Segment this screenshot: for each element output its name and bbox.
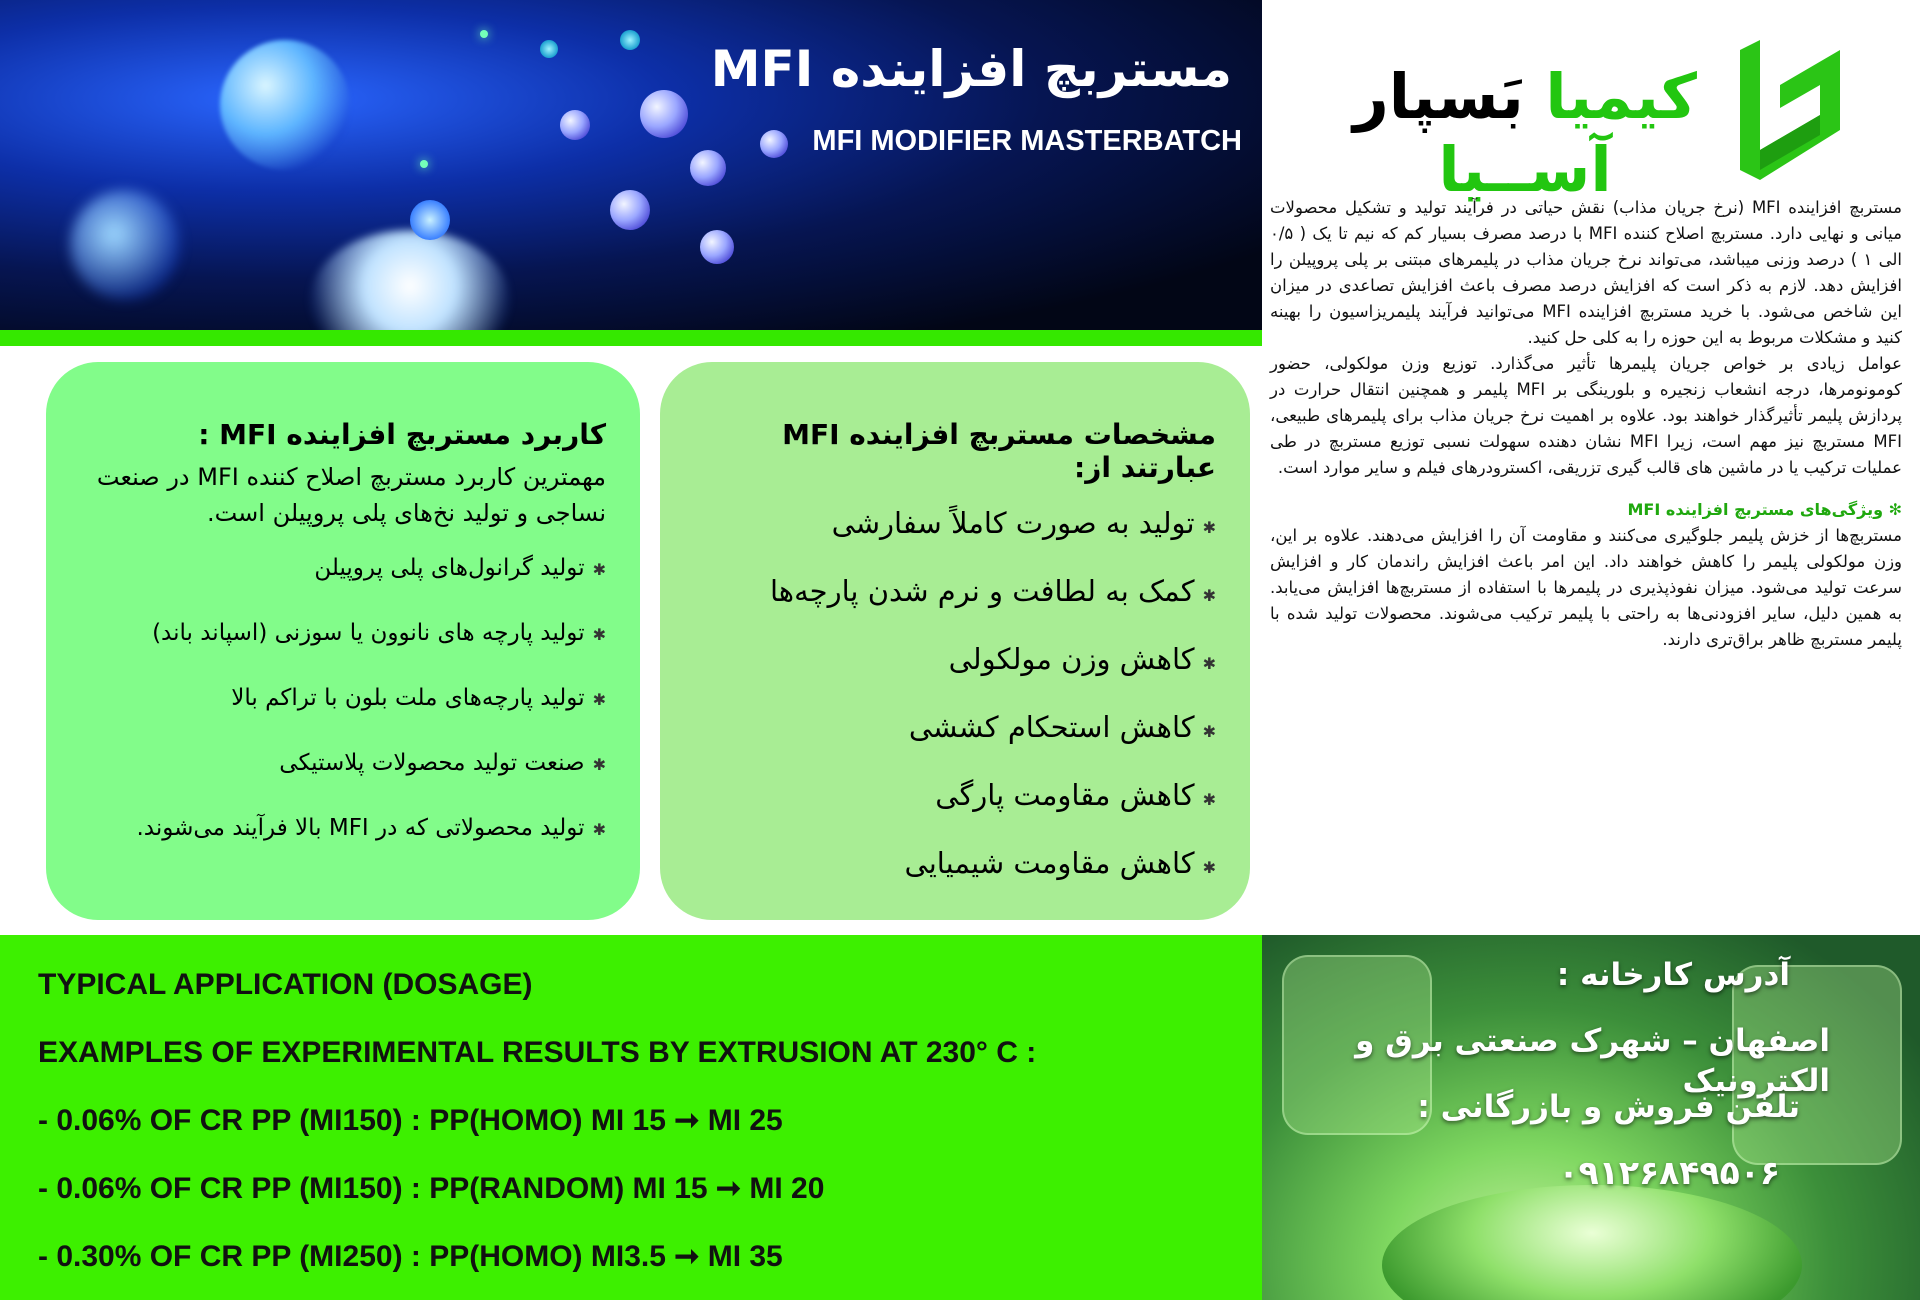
description-article: [1270, 195, 1902, 653]
applications-intro: مهمترین کاربرد مستربچ اصلاح کننده MFI در صنعت نساجی و تولید نخ‌های پلی پروپیلن است.: [96, 463, 606, 527]
list-item: ✱کمک به لطافت و نرم شدن پارچه‌ها: [769, 574, 1216, 608]
asterisk-icon: ✱: [592, 625, 606, 644]
contact-info: [1270, 955, 1830, 1203]
dosage-row: - 0.30% OF CR PP (MI250) : PP(HOMO) MI3.5 ➞ MI 35: [38, 1240, 783, 1273]
sparkle-dot: [420, 160, 428, 168]
list-item: ✱تولید پارچه های نانوون یا سوزنی (اسپاند باند): [152, 620, 606, 646]
address-label: آدرس کارخانه :: [1556, 957, 1790, 993]
address-value: اصفهان – شهرک صنعتی برق و الکترونیک: [1355, 1023, 1830, 1099]
features-subtitle: ✻ ویژگی‌های مستربچ افزاینده MFI: [1627, 500, 1902, 519]
list-item: ✱تولید محصولاتی که در MFI بالا فرآیند می‌شوند.: [136, 815, 606, 841]
applications-card: [46, 362, 640, 920]
asterisk-icon: ✱: [592, 820, 606, 839]
phone-number[interactable]: ۰۹۱۲۶۸۴۹۵۰۶: [1558, 1153, 1780, 1192]
asterisk-icon: ✱: [1202, 858, 1216, 877]
asterisk-icon: ✱: [1202, 586, 1216, 605]
list-item: ✱تولید گرانول‌های پلی پروپیلن: [314, 555, 606, 581]
header-banner: [0, 0, 1262, 330]
features-card: [660, 362, 1250, 920]
list-item: ✱کاهش مقاومت پارگی: [935, 778, 1216, 812]
list-item: ✱تولید به صورت کاملاً سفارشی: [831, 506, 1216, 540]
page-subtitle: MFI MODIFIER MASTERBATCH: [812, 125, 1242, 157]
molecule-sphere: [560, 110, 590, 140]
features-heading: مشخصات مستربچ افزاینده MFI عبارتند از:: [782, 418, 1216, 484]
company-logo: [1290, 30, 1900, 206]
asterisk-icon: ✱: [1202, 790, 1216, 809]
bokeh-light: [410, 200, 450, 240]
bokeh-light: [310, 230, 510, 330]
molecule-sphere: [540, 40, 558, 58]
list-item: ✱تولید پارچه‌های ملت بلون با تراکم بالا: [231, 685, 606, 711]
article-paragraph: مستربچ‌ها از خزش پلیمر جلوگیری می‌کنند و مقاومت آن را افزایش می‌دهند. علاوه بر این، وزن مولکولی پلیمر را کاهش خواهند داد. این امر باعث افزایش راندمان کار و افزایش سرعت تولید می‌شود. میزان نفوذپذیری در پلیمرها با استفاده از مستربچ‌ها افزایش می‌یابد. به همین دلیل، سایر افزودنی‌ها به راحتی با پلیمر ترکیب می‌شوند. محصولات تولید شده با پلیمر مستربچ ظاهر براق‌تری دارند.: [1270, 526, 1902, 649]
asterisk-icon: ✱: [592, 755, 606, 774]
phone-label: تلفن فروش و بازرگانی :: [1417, 1089, 1800, 1125]
list-item: ✱کاهش وزن مولکولی: [948, 642, 1216, 676]
article-paragraph: مستربچ افزاینده MFI (نرخ جریان مذاب) نقش حیاتی در فرآیند تولید و تشکیل محصولات میانی و نهایی دارد. مستربچ اصلاح کننده MFI با درصد مصرف بسیار کم که نیم تا یک ( ۰/۵ الی ۱ ) درصد وزنی میباشد، می‌تواند نرخ جریان مذاب در پلیمرهای مبتنی بر پلی پروپیلن را افزایش دهد. لازم به ذکر است که افزایش درصد مصرف باعث افزایش تصاعدی در میزان این شاخص می‌شود. با خرید مستربچ افزاینده MFI می‌توانید فرآیند پلیمریزاسیون را بهینه کنید و مشکلات مربوط به این حوزه را به کلی حل کنید.: [1270, 198, 1903, 347]
dosage-row: - 0.06% OF CR PP (MI150) : PP(RANDOM) MI 15 ➞ MI 20: [38, 1172, 825, 1205]
logo-wordmark: [1310, 60, 1740, 206]
sparkle-dot: [480, 30, 488, 38]
molecule-sphere: [700, 230, 734, 264]
dosage-section: [0, 935, 1262, 1300]
list-item: ✱کاهش استحکام کششی: [908, 710, 1216, 744]
list-item: ✱کاهش مقاومت شیمیایی: [904, 846, 1216, 880]
dosage-subheading: EXAMPLES OF EXPERIMENTAL RESULTS BY EXTRUSION AT 230° C :: [38, 1036, 1037, 1069]
asterisk-icon: ✱: [592, 690, 606, 709]
logo-word-2: بَسپار: [1353, 60, 1524, 133]
asterisk-icon: ✱: [592, 560, 606, 579]
bokeh-light: [70, 190, 180, 300]
dosage-heading: TYPICAL APPLICATION (DOSAGE): [38, 968, 533, 1001]
hexagon-b-logo-icon: [1720, 40, 1860, 190]
logo-word-1: کیمیا: [1545, 60, 1697, 133]
applications-heading: کاربرد مستربچ افزاینده MFI :: [198, 418, 606, 451]
list-item: ✱صنعت تولید محصولات پلاستیکی: [279, 750, 606, 776]
page-title: مستربچ افزاینده MFI: [710, 40, 1232, 98]
divider-stripe: [0, 330, 1262, 346]
dosage-row: - 0.06% OF CR PP (MI150) : PP(HOMO) MI 15 ➞ MI 25: [38, 1104, 783, 1137]
asterisk-icon: ✱: [1202, 518, 1216, 537]
asterisk-icon: ✱: [1202, 722, 1216, 741]
asterisk-icon: ✱: [1202, 654, 1216, 673]
logo-word-3: آســیا: [1438, 133, 1612, 206]
article-paragraph: عوامل زیادی بر خواص جریان پلیمرها تأثیر می‌گذارد. توزیع وزن مولکولی، حضور کومونومرها، درجه انشعاب زنجیره و بلورینگی بر MFI پلیمر و همچنین انتقال حرارت در پردازش پلیمر تأثیرگذار خواهند بود. علاوه بر اهمیت نرخ جریان مذاب برای پلیمرهای طبیعی، MFI مستربچ نیز مهم است، زیرا MFI نشان دهنده سهولت نسبی توزیع مستربچ در طی عملیات ترکیب یا در ماشین های قالب گیری تزریقی، اکسترودرهای فیلم و سایر موارد است.: [1270, 354, 1902, 477]
bokeh-light: [220, 40, 350, 170]
molecule-sphere: [610, 190, 650, 230]
contact-section: [1262, 935, 1920, 1300]
